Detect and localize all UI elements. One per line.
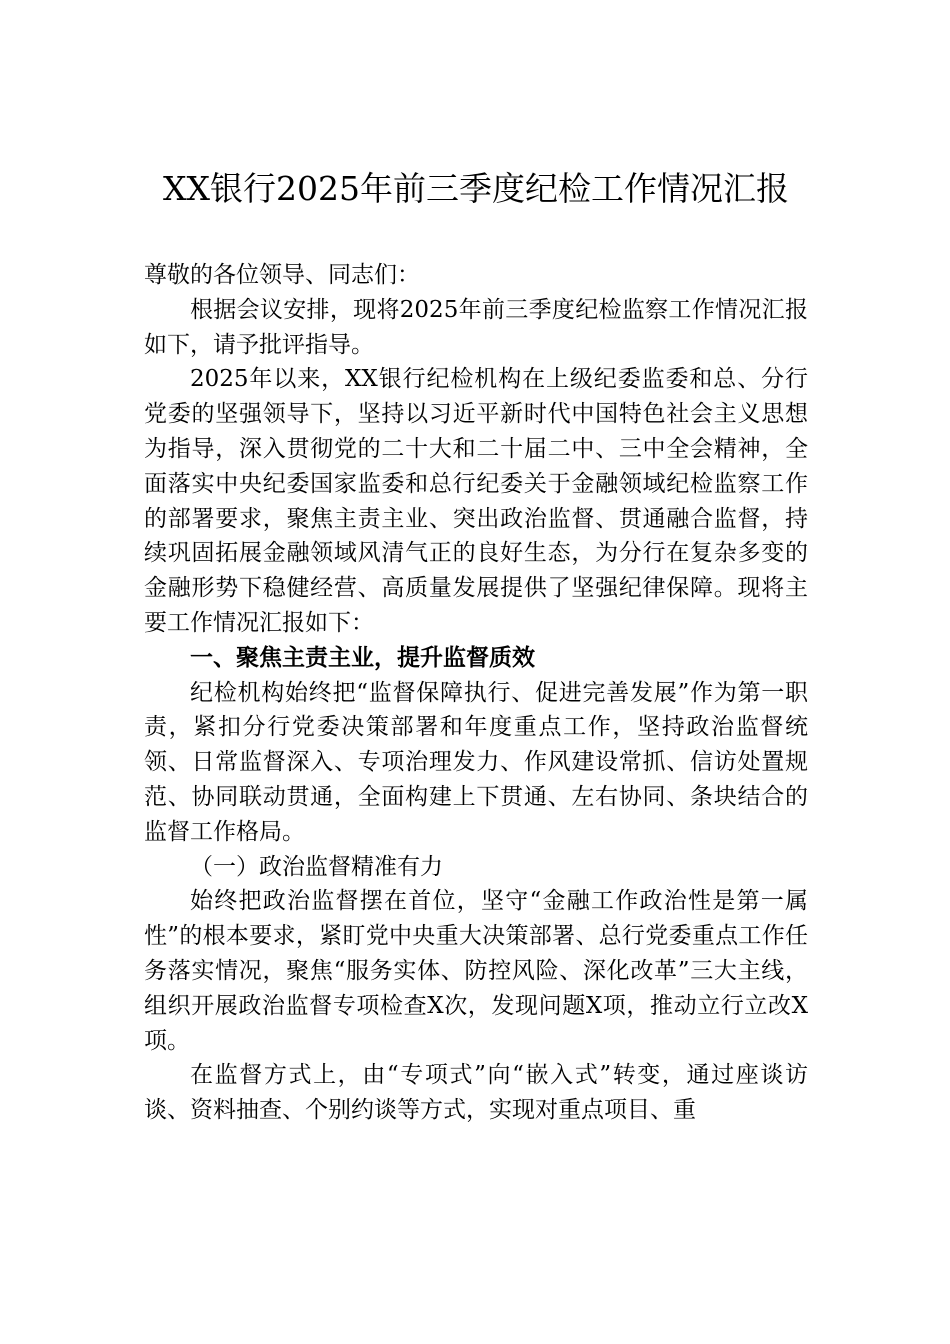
subsection-1-paragraph: 始终把政治监督摆在首位，坚守“金融工作政治性是第一属性”的根本要求，紧盯党中央重大决策部署、总行党委重点工作任务落实情况，聚焦“服务实体、防控风险、深化改革”三大主线，组织开展政治监督专项检查X次，发现问题X项，推动立行立改X项。 xyxy=(144,888,808,1054)
section-heading-1: 一、聚焦主责主业，提升监督质效 xyxy=(190,644,535,671)
document-page xyxy=(144,160,808,1128)
intro-paragraph: 根据会议安排，现将2025年前三季度纪检监察工作情况汇报如下，请予批评指导。 xyxy=(144,296,808,358)
section-1-paragraph: 纪检机构始终把“监督保障执行、促进完善发展”作为第一职责，紧扣分行党委决策部署和年度重点工作，坚持政治监督统领、日常监督深入、专项治理发力、作风建设常抓、信访处置规范、协同联动贯通，全面构建上下贯通、左右协同、条块结合的监督工作格局。 xyxy=(144,679,808,845)
subsection-heading-1: （一）政治监督精准有力 xyxy=(190,853,443,880)
document-title: XX银行2025年前三季度纪检工作情况汇报 xyxy=(163,169,789,208)
document-body xyxy=(144,258,808,1128)
salutation: 尊敬的各位领导、同志们： xyxy=(144,262,420,288)
subsection-1-paragraph-2: 在监督方式上，由“专项式”向“嵌入式”转变，通过座谈访谈、资料抽查、个别约谈等方式，实现对重点项目、重 xyxy=(144,1062,808,1124)
overview-paragraph: 2025年以来，XX银行纪检机构在上级纪委监委和总、分行党委的坚强领导下，坚持以习近平新时代中国特色社会主义思想为指导，深入贯彻党的二十大和二十届二中、三中全会精神，全面落实中央纪委国家监委和总行纪委关于金融领域纪检监察工作的部署要求，聚焦主责主业、突出政治监督、贯通融合监督，持续巩固拓展金融领域风清气正的良好生态，为分行在复杂多变的金融形势下稳健经营、高质量发展提供了坚强纪律保障。现将主要工作情况汇报如下： xyxy=(144,366,808,636)
